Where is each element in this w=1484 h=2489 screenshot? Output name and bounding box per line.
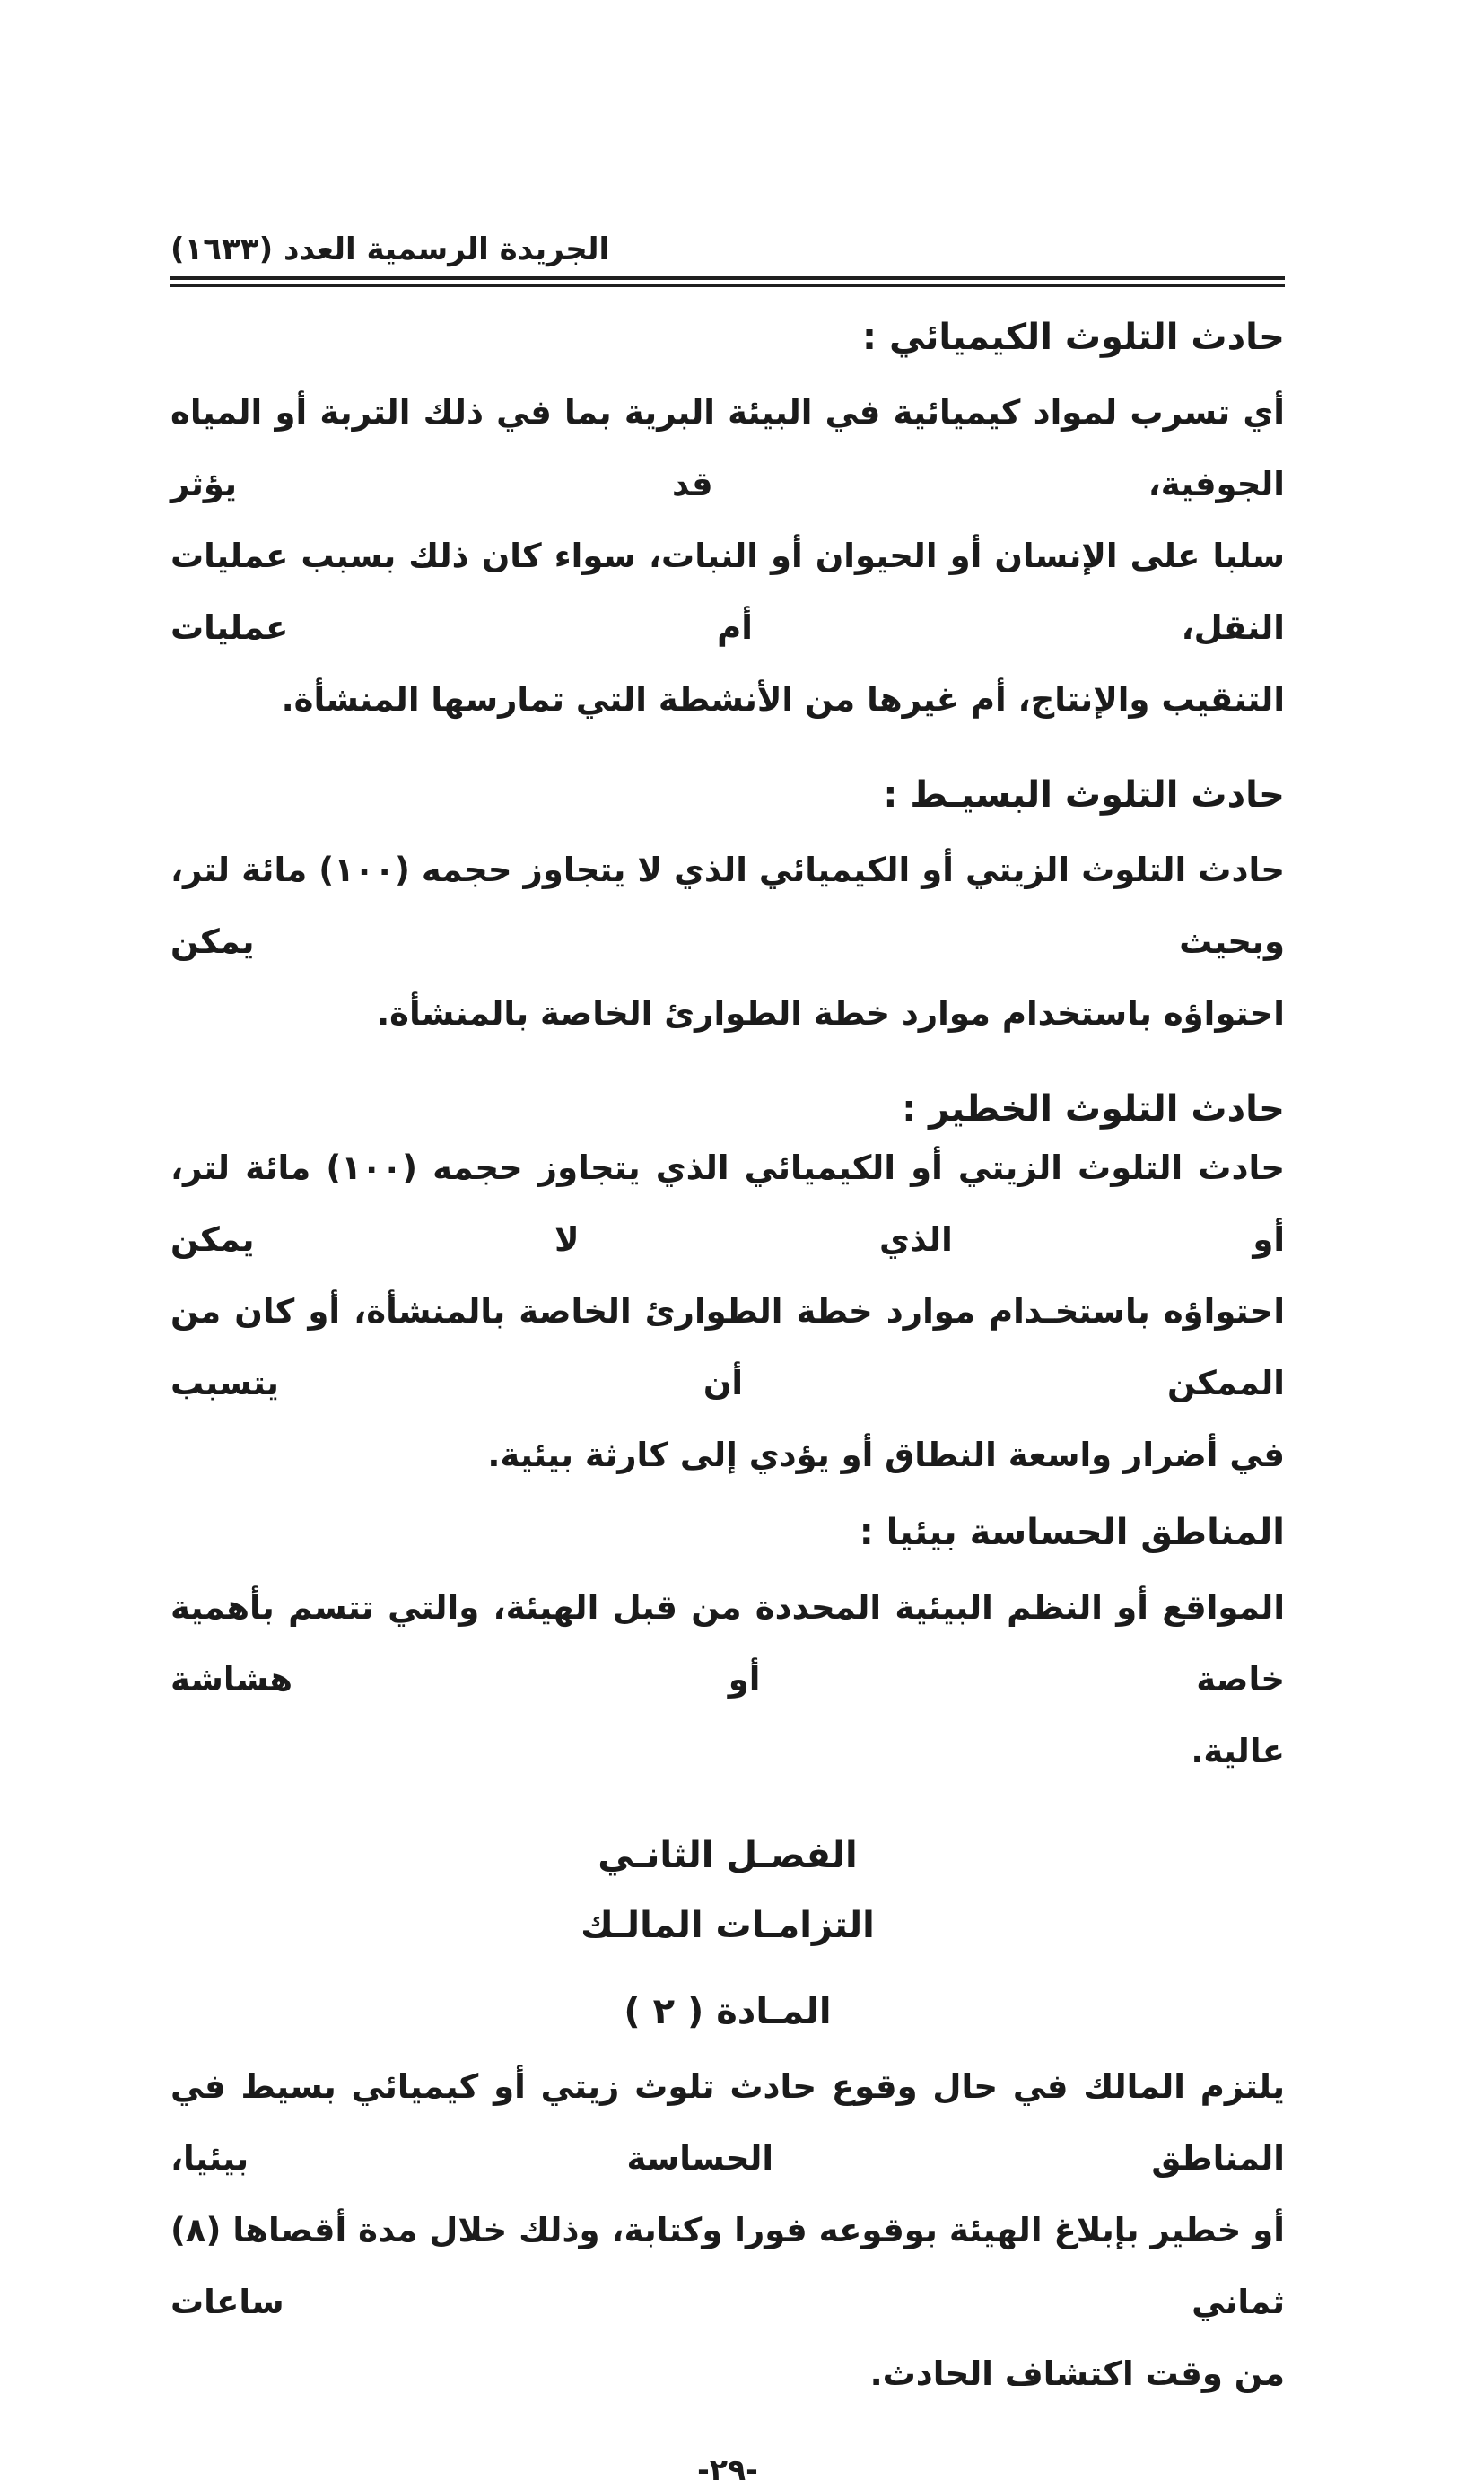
paragraph-line: عالية. bbox=[1191, 1732, 1285, 1770]
paragraph-line: احتواؤه باستخدام موارد خطة الطوارئ الخاصة بالمنشأة. bbox=[377, 994, 1285, 1033]
paragraph-line: في أضرار واسعة النطاق أو يؤدي إلى كارثة بيئية. bbox=[487, 1436, 1285, 1474]
paragraph-line: أو خطير بإبلاغ الهيئة بوقوعه فورا وكتابة، وذلك خلال مدة أقصاها (٨) ثماني ساعات bbox=[170, 2211, 1285, 2321]
paragraph-line: حادث التلوث الزيتي أو الكيميائي الذي لا يتجاوز حجمه (١٠٠) مائة لتر، وبحيث يمكن bbox=[170, 851, 1285, 961]
article-body bbox=[170, 2051, 1285, 2410]
paragraph-line: يلتزم المالك في حال وقوع حادث تلوث زيتي أو كيميائي بسيط في المناطق الحساسة بيئيا، bbox=[170, 2067, 1285, 2178]
paragraph-line: حادث التلوث الزيتي أو الكيميائي الذي يتجاوز حجمه (١٠٠) مائة لتر، أو الذي لا يمكن bbox=[170, 1148, 1286, 1259]
definition-term: حادث التلوث البسيـط : bbox=[883, 774, 1285, 816]
paragraph-line: التنقيب والإنتاج، أم غيرها من الأنشطة التي تمارسها المنشأة. bbox=[281, 680, 1285, 719]
header-double-rule bbox=[170, 276, 1285, 287]
page-number: -٢٩- bbox=[697, 2452, 758, 2487]
section-simple-pollution-incident bbox=[170, 772, 1285, 1050]
issue-title: الجريدة الرسمية العدد (١٦٣٣) bbox=[170, 231, 610, 267]
paragraph-line: أي تسرب لمواد كيميائية في البيئة البرية بما في ذلك التربة أو المياه الجوفية، قد يؤثر bbox=[170, 393, 1285, 503]
definition-body bbox=[170, 834, 1285, 1050]
definition-term: حادث التلوث الكيميائي : bbox=[862, 317, 1285, 358]
gazette-page bbox=[0, 230, 1484, 2487]
page-header bbox=[170, 230, 1285, 269]
definition-term: حادث التلوث الخطير : bbox=[902, 1088, 1285, 1130]
definition-term: المناطق الحساسة بيئيا : bbox=[859, 1512, 1285, 1553]
paragraph-line: من وقت اكتشاف الحادث. bbox=[869, 2354, 1285, 2393]
definition-body bbox=[170, 1132, 1285, 1491]
article-heading: المـادة ( ٢ ) bbox=[624, 1991, 832, 2032]
paragraph-line: سلبا على الإنسان أو الحيوان أو النبات، سواء كان ذلك بسبب عمليات النقل، أم عمليات bbox=[170, 537, 1285, 647]
section-serious-pollution-incident bbox=[170, 1086, 1285, 1491]
section-environmentally-sensitive-areas bbox=[170, 1509, 1285, 1787]
definition-body bbox=[170, 1572, 1285, 1787]
paragraph-line: احتواؤه باستخـدام موارد خطة الطوارئ الخاصة بالمنشأة، أو كان من الممكن أن يتسبب bbox=[170, 1292, 1285, 1402]
chapter-title: الفصـل الثانـي bbox=[598, 1835, 858, 1876]
definition-body bbox=[170, 377, 1285, 736]
chapter-subtitle: التزامـات المالـك bbox=[581, 1905, 875, 1946]
section-chemical-pollution-incident bbox=[170, 314, 1285, 736]
paragraph-line: المواقع أو النظم البيئية المحددة من قبل الهيئة، والتي تتسم بأهمية خاصة أو هشاشة bbox=[170, 1588, 1285, 1699]
page-content bbox=[170, 230, 1285, 2489]
